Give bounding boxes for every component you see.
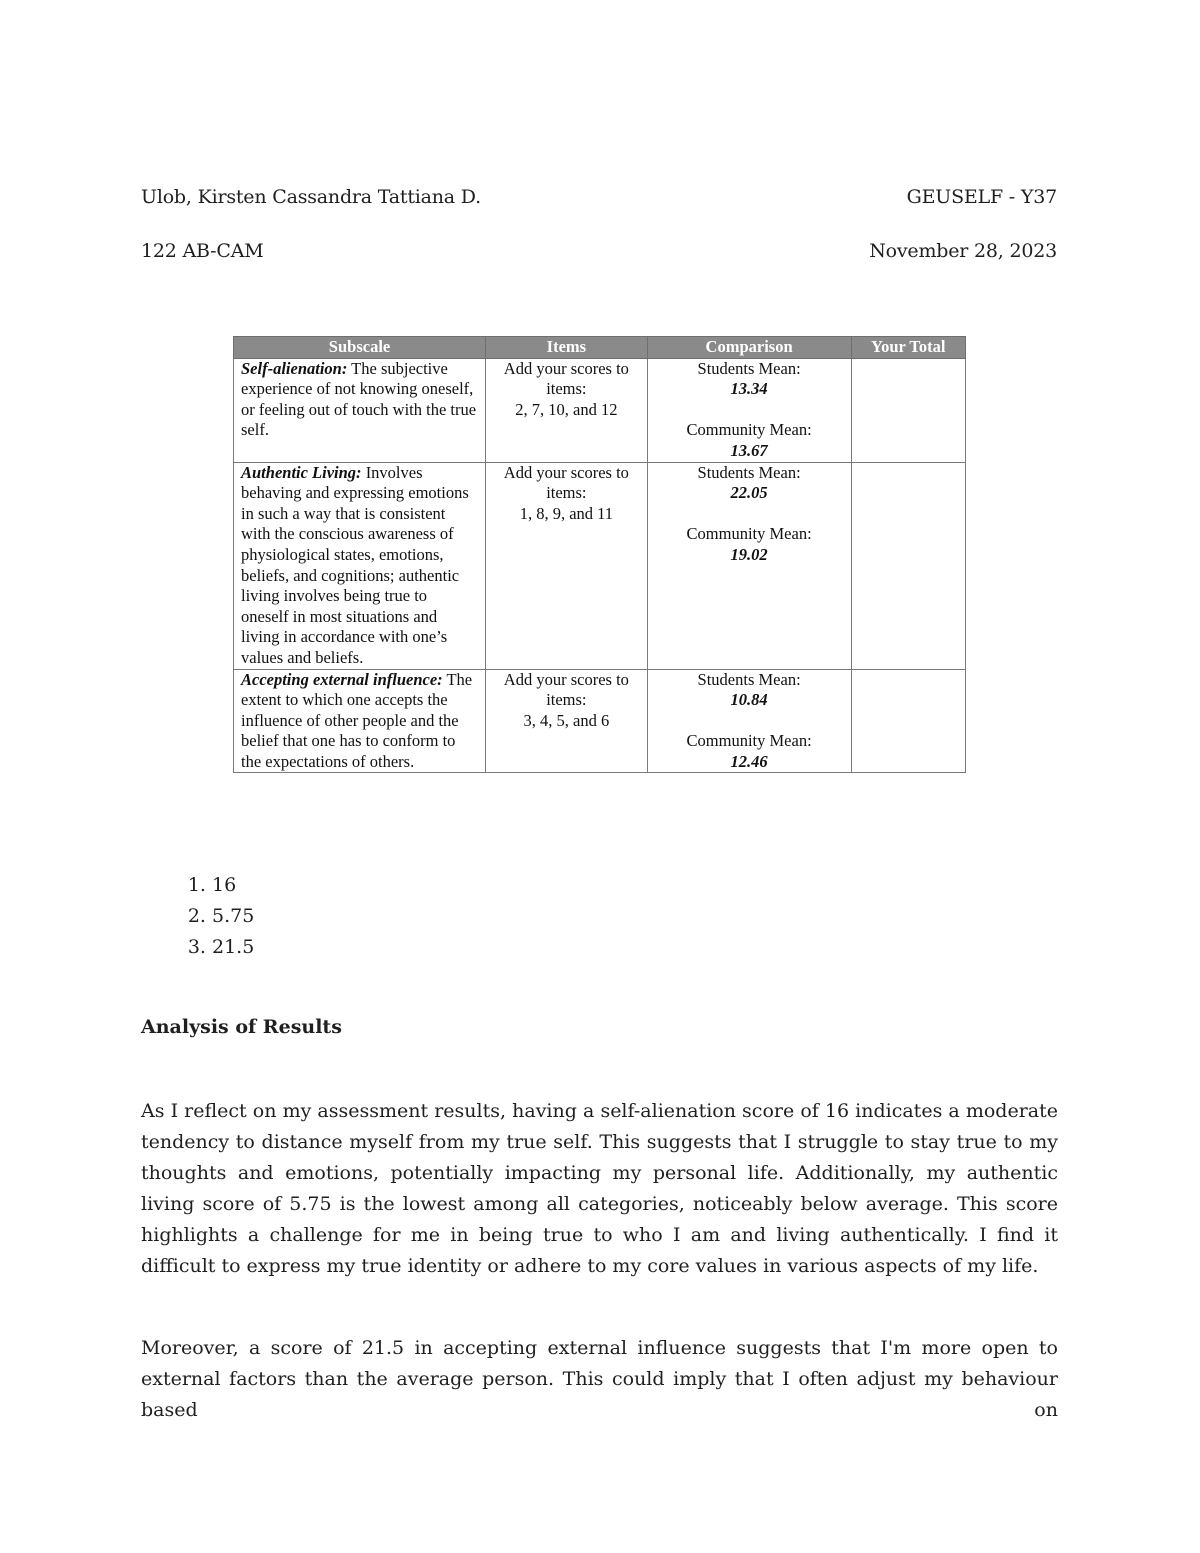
- items-cell: [486, 669, 648, 773]
- subscale-description: The extent to which one accepts the influence of other people and the belief that one has to conform to the expectations of others.: [241, 669, 473, 771]
- items-list: 1, 8, 9, and 11: [519, 503, 614, 523]
- community-mean-value: 13.67: [730, 440, 768, 460]
- class-section: 122 AB-CAM: [141, 240, 264, 262]
- items-label: Add your scores to items:: [503, 358, 629, 399]
- header-subscale: Subscale: [234, 337, 486, 359]
- students-mean-value: 22.05: [730, 483, 768, 503]
- self-alienation-scale-table: [233, 336, 966, 773]
- comparison-cell: [647, 462, 851, 669]
- header-line-2: [141, 240, 1057, 262]
- items-list: 2, 7, 10, and 12: [515, 399, 618, 419]
- your-total-cell[interactable]: [851, 358, 965, 462]
- header-items: Items: [486, 337, 648, 359]
- students-mean-label: Students Mean:: [697, 669, 801, 689]
- document-date: November 28, 2023: [869, 240, 1057, 262]
- subscale-term: Authentic Living:: [241, 462, 362, 482]
- table-row: [234, 358, 966, 462]
- table-row: [234, 462, 966, 669]
- list-item: 3. 21.5: [212, 932, 254, 963]
- header-comparison: Comparison: [647, 337, 851, 359]
- students-mean-value: 10.84: [730, 690, 768, 710]
- comparison-cell: [647, 358, 851, 462]
- items-label: Add your scores to items:: [503, 669, 629, 710]
- items-list: 3, 4, 5, and 6: [523, 710, 610, 730]
- score-answers-list: [140, 870, 254, 963]
- community-mean-value: 12.46: [730, 751, 768, 771]
- students-mean-label: Students Mean:: [697, 358, 801, 378]
- students-mean-value: 13.34: [730, 379, 768, 399]
- subscale-cell: [234, 669, 486, 773]
- header-your-total: Your Total: [851, 337, 965, 359]
- community-mean-label: Community Mean:: [686, 420, 812, 440]
- comparison-cell: [647, 669, 851, 773]
- table-header-row: [234, 337, 966, 359]
- subscale-description: Involves behaving and expressing emotions in such a way that is consistent with the conscious awareness of physiological states, emotions, beliefs, and cognitions; authentic living involves being true to oneself in most situations and living in accordance with one’s values and beliefs.: [241, 462, 469, 667]
- list-item: 2. 5.75: [212, 901, 254, 932]
- your-total-cell[interactable]: [851, 462, 965, 669]
- items-cell: [486, 462, 648, 669]
- community-mean-value: 19.02: [730, 544, 768, 564]
- table-row: [234, 669, 966, 773]
- students-mean-label: Students Mean:: [697, 462, 801, 482]
- subscale-cell: [234, 462, 486, 669]
- subscale-description: The subjective experience of not knowing oneself, or feeling out of touch with the true self.: [241, 358, 477, 440]
- student-name: Ulob, Kirsten Cassandra Tattiana D.: [141, 186, 481, 208]
- course-code: GEUSELF - Y37: [906, 186, 1057, 208]
- list-item: 1. 16: [212, 870, 254, 901]
- analysis-heading: Analysis of Results: [141, 1016, 342, 1038]
- items-label: Add your scores to items:: [503, 462, 629, 503]
- subscale-term: Accepting external influence:: [241, 669, 443, 689]
- subscale-cell: [234, 358, 486, 462]
- community-mean-label: Community Mean:: [686, 524, 812, 544]
- header-line-1: [141, 186, 1057, 208]
- analysis-paragraph-2: Moreover, a score of 21.5 in accepting external influence suggests that I'm more open to external factors than the average person. This could imply that I often adjust my behaviour based on: [141, 1337, 1058, 1421]
- your-total-cell[interactable]: [851, 669, 965, 773]
- items-cell: [486, 358, 648, 462]
- analysis-paragraph-1: As I reflect on my assessment results, having a self-alienation score of 16 indicates a moderate tendency to distance myself from my true self. This suggests that I struggle to stay true to my thoughts and emotions, potentially impacting my personal life. Additionally, my authentic living score of 5.75 is the lowest among all categories, noticeably below average. This score highlights a challenge for me in being true to who I am and living authentically. I find it difficult to express my true identity or adhere to my core values in various aspects of my life.: [141, 1100, 1058, 1277]
- community-mean-label: Community Mean:: [686, 731, 812, 751]
- subscale-term: Self-alienation:: [241, 358, 348, 378]
